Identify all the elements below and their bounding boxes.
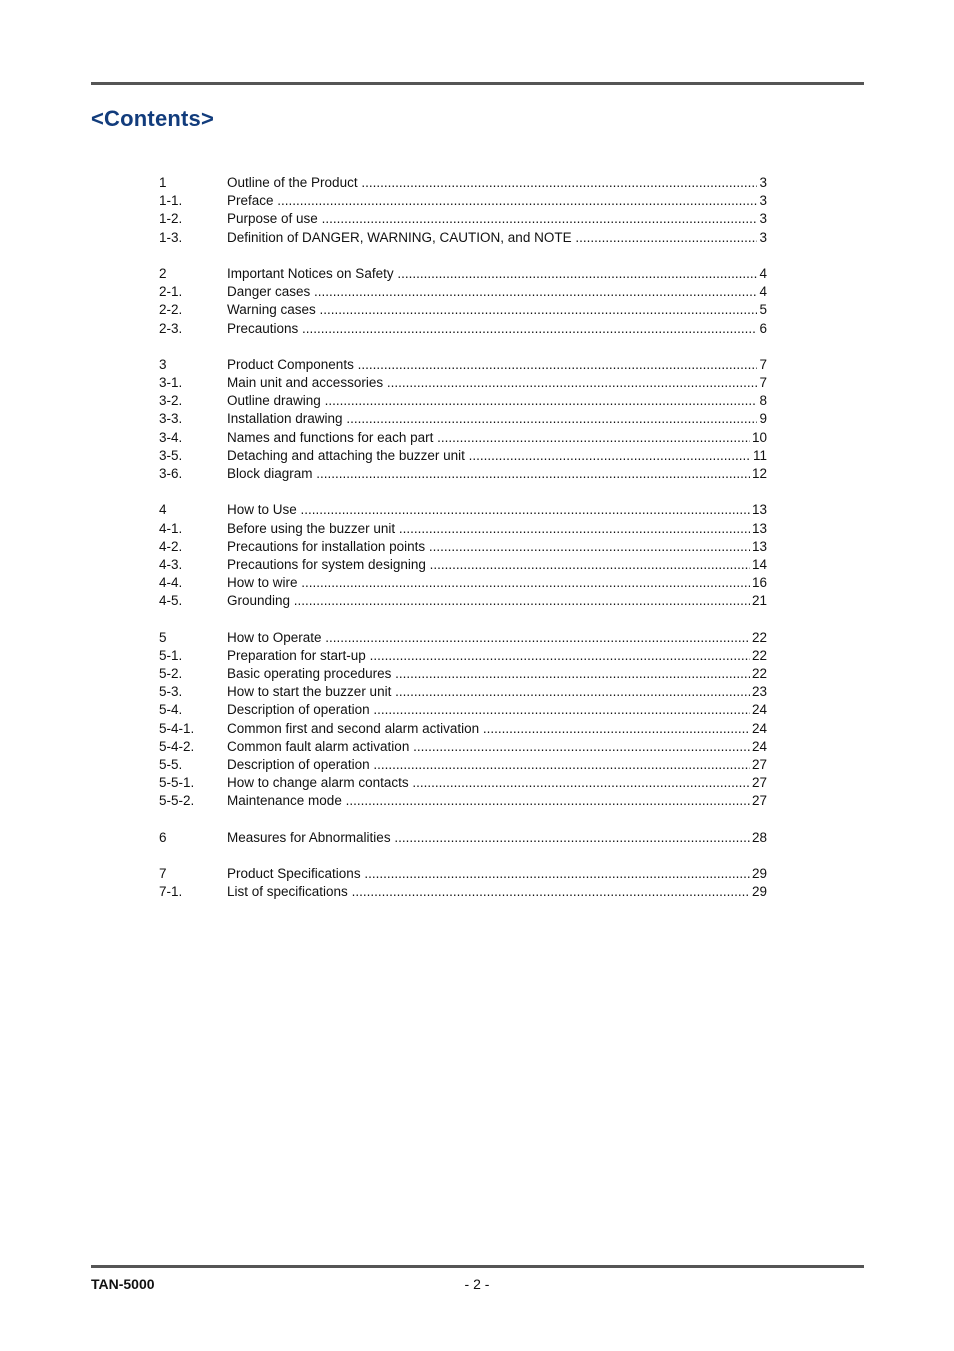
- toc-entry[interactable]: [159, 229, 767, 247]
- toc-entry-page: 8: [759, 393, 767, 409]
- toc-entry[interactable]: [159, 574, 767, 592]
- toc-entry-page: 14: [751, 556, 767, 572]
- toc-entry[interactable]: [159, 883, 767, 901]
- toc-entry[interactable]: [159, 520, 767, 538]
- toc-entry[interactable]: [159, 647, 767, 665]
- toc-entry-number: 3-2.: [159, 393, 183, 409]
- toc-entry-page: 3: [759, 229, 767, 245]
- toc-entry-label[interactable]: Preface .....: [227, 192, 757, 210]
- toc-entry-label[interactable]: Block diagram .....: [227, 465, 750, 483]
- toc-entry-label[interactable]: Product Specifications .....: [227, 865, 750, 883]
- toc-entry-label[interactable]: Definition of DANGER, WARNING, CAUTION, and NOTE .....: [227, 229, 757, 247]
- toc-entry-number: 1-2.: [159, 211, 183, 227]
- toc-entry-label[interactable]: Names and functions for each part .....: [227, 429, 750, 447]
- toc-entry[interactable]: [159, 320, 767, 338]
- header-rule: [91, 82, 864, 85]
- toc-entry-label[interactable]: Description of operation .....: [227, 701, 750, 719]
- toc-entry-number: 5-4-2.: [159, 738, 195, 754]
- footer-page-number: - 2 -: [464, 1276, 490, 1292]
- toc-entry[interactable]: [159, 829, 767, 847]
- toc-entry[interactable]: [159, 556, 767, 574]
- toc-entry-page: 3: [759, 193, 767, 209]
- toc-entry-number: 5-4-1.: [159, 720, 195, 736]
- toc-entry-number: 2-3.: [159, 320, 183, 336]
- toc-entry-page: 12: [751, 466, 767, 481]
- toc-entry-label[interactable]: How to Operate .....: [227, 629, 750, 647]
- toc-entry-page: 13: [751, 520, 767, 536]
- toc-entry-page: 22: [751, 647, 767, 663]
- toc-entry[interactable]: [159, 174, 767, 192]
- toc-entry-number: 2-1.: [159, 284, 183, 300]
- toc-entry-number: 3: [159, 356, 167, 372]
- toc-entry-label[interactable]: How to start the buzzer unit .....: [227, 683, 750, 701]
- toc-entry-page: 11: [752, 447, 767, 463]
- toc-group: [159, 265, 767, 338]
- toc-entry-label[interactable]: Danger cases .....: [227, 283, 757, 301]
- toc-entry-label[interactable]: Description of operation .....: [227, 756, 750, 774]
- toc-entry-label[interactable]: Preparation for start-up .....: [227, 647, 750, 665]
- toc-entry-number: 3-4.: [159, 429, 183, 445]
- toc-entry-number: 7: [159, 866, 167, 882]
- toc-entry-label[interactable]: Precautions .....: [227, 320, 757, 338]
- toc-entry-page: 24: [751, 738, 767, 754]
- toc-entry-label[interactable]: How to wire .....: [227, 574, 750, 592]
- toc-entry[interactable]: [159, 792, 767, 810]
- toc-entry-page: 29: [751, 866, 767, 882]
- toc-entry-page: 24: [751, 702, 767, 718]
- toc-entry-number: 5-5-2.: [159, 793, 195, 809]
- toc-entry-page: 29: [751, 884, 767, 900]
- toc-entry[interactable]: [159, 210, 767, 228]
- toc-entry[interactable]: [159, 465, 767, 483]
- toc-entry[interactable]: [159, 374, 767, 392]
- toc-entry-number: 4-3.: [159, 556, 183, 572]
- toc-entry-page: 27: [751, 775, 767, 791]
- page-title: <Contents>: [91, 106, 215, 131]
- footer-rule: [91, 1265, 864, 1268]
- toc-group: [159, 829, 767, 847]
- toc-entry-number: 3-3.: [159, 411, 183, 427]
- toc-entry-label[interactable]: Basic operating procedures .....: [227, 665, 750, 683]
- toc-entry[interactable]: [159, 392, 767, 410]
- footer-doc-code: TAN-5000: [91, 1276, 155, 1292]
- toc-entry-label[interactable]: Installation drawing .....: [227, 410, 757, 428]
- toc-entry-label[interactable]: Main unit and accessories .....: [227, 374, 757, 392]
- toc-entry-page: 7: [759, 356, 767, 372]
- toc-entry-label[interactable]: Outline of the Product .....: [227, 174, 757, 192]
- toc-entry-page: 21: [751, 593, 767, 609]
- toc-entry-page: 3: [759, 211, 767, 227]
- toc-entry-number: 3-1.: [159, 375, 183, 391]
- toc-entry[interactable]: [159, 774, 767, 792]
- toc-entry-label[interactable]: Measures for Abnormalities .....: [227, 829, 750, 847]
- toc-group: [159, 356, 767, 483]
- toc-entry-number: 4-5.: [159, 593, 183, 609]
- toc-entry-number: 4-2.: [159, 538, 183, 554]
- toc-entry-page: 4: [759, 265, 767, 281]
- toc-entry-page: 22: [751, 629, 767, 645]
- toc-entry-page: 6: [759, 320, 767, 336]
- toc-entry-page: 27: [751, 793, 767, 809]
- toc-entry[interactable]: [159, 665, 767, 683]
- toc-entry-page: 3: [759, 175, 767, 190]
- toc-entry-page: 13: [751, 502, 767, 518]
- toc-entry-number: 5-5.: [159, 757, 183, 772]
- toc-entry-number: 5-1.: [159, 647, 183, 663]
- toc-entry-label[interactable]: Important Notices on Safety .....: [227, 265, 757, 283]
- toc-entry-page: 7: [759, 375, 767, 391]
- toc-entry-page: 23: [751, 684, 767, 700]
- toc-entry-page: 9: [759, 411, 767, 427]
- toc-entry[interactable]: [159, 683, 767, 701]
- toc-entry[interactable]: [159, 629, 767, 647]
- toc-entry-label[interactable]: Precautions for system designing .....: [227, 556, 750, 574]
- toc-entry-number: 1-3.: [159, 229, 183, 245]
- toc-entry[interactable]: [159, 756, 767, 774]
- toc-entry[interactable]: [159, 410, 767, 428]
- toc-entry-number: 2: [159, 265, 167, 281]
- toc-entry[interactable]: [159, 447, 767, 465]
- toc-entry-number: 6: [159, 829, 167, 845]
- toc-entry-label[interactable]: Common fault alarm activation .....: [227, 738, 750, 756]
- toc-group: [159, 174, 767, 247]
- toc-entry-page: 13: [751, 538, 767, 554]
- toc-entry[interactable]: [159, 592, 767, 610]
- toc-entry-number: 5-5-1.: [159, 775, 195, 791]
- toc-entry-number: 2-2.: [159, 302, 183, 318]
- toc-entry-number: 4: [159, 502, 167, 518]
- toc-group: [159, 865, 767, 901]
- toc-entry[interactable]: [159, 192, 767, 210]
- toc-entry-label[interactable]: Outline drawing .....: [227, 392, 757, 410]
- toc-entry-page: 22: [751, 666, 767, 682]
- toc-group: [159, 629, 767, 811]
- toc-entry-number: 5-4.: [159, 702, 183, 718]
- toc-group: [159, 501, 767, 610]
- toc-entry-number: 1-1.: [159, 193, 183, 209]
- toc-entry[interactable]: [159, 865, 767, 883]
- toc-entry-number: 5-3.: [159, 684, 183, 700]
- toc-entry-label[interactable]: Product Components .....: [227, 356, 757, 374]
- toc-entry-number: 7-1.: [159, 884, 183, 900]
- toc-entry[interactable]: [159, 738, 767, 756]
- toc-entry-label[interactable]: How to Use .....: [227, 501, 750, 519]
- toc-entry-page: 28: [751, 829, 767, 845]
- toc-entry-label[interactable]: Purpose of use .....: [227, 210, 757, 228]
- toc-entry-label[interactable]: Warning cases .....: [227, 301, 757, 319]
- table-of-contents: [159, 174, 767, 920]
- toc-entry[interactable]: [159, 538, 767, 556]
- toc-entry-page: 24: [751, 720, 767, 736]
- toc-entry[interactable]: [159, 720, 767, 738]
- toc-entry-number: 5-2.: [159, 666, 183, 682]
- toc-entry-label[interactable]: List of specifications .....: [227, 883, 750, 901]
- toc-entry-label[interactable]: Precautions for installation points .....: [227, 538, 750, 556]
- toc-entry[interactable]: [159, 429, 767, 447]
- toc-entry-number: 4-1.: [159, 520, 183, 536]
- toc-entry-number: 5: [159, 629, 167, 645]
- toc-entry-label[interactable]: Maintenance mode .....: [227, 792, 750, 810]
- toc-entry-page: 16: [751, 575, 767, 591]
- toc-entry-page: 5: [759, 302, 767, 318]
- toc-entry-page: 10: [751, 429, 767, 445]
- toc-entry[interactable]: [159, 301, 767, 319]
- toc-entry[interactable]: [159, 501, 767, 519]
- toc-entry-label[interactable]: Detaching and attaching the buzzer unit .....: [227, 447, 751, 465]
- toc-entry[interactable]: [159, 701, 767, 719]
- toc-entry-label[interactable]: Grounding .....: [227, 592, 750, 610]
- toc-entry-number: 4-4.: [159, 575, 183, 591]
- toc-entry-label[interactable]: Before using the buzzer unit .....: [227, 520, 750, 538]
- toc-entry-page: 4: [759, 284, 767, 300]
- toc-entry-label[interactable]: How to change alarm contacts .....: [227, 774, 750, 792]
- toc-entry-number: 3-6.: [159, 466, 183, 481]
- toc-entry-number: 3-5.: [159, 447, 183, 463]
- toc-entry-page: 27: [751, 757, 767, 772]
- toc-entry[interactable]: [159, 265, 767, 283]
- toc-entry-number: 1: [159, 175, 167, 190]
- toc-entry[interactable]: [159, 283, 767, 301]
- toc-entry-label[interactable]: Common first and second alarm activation .....: [227, 720, 750, 738]
- toc-entry[interactable]: [159, 356, 767, 374]
